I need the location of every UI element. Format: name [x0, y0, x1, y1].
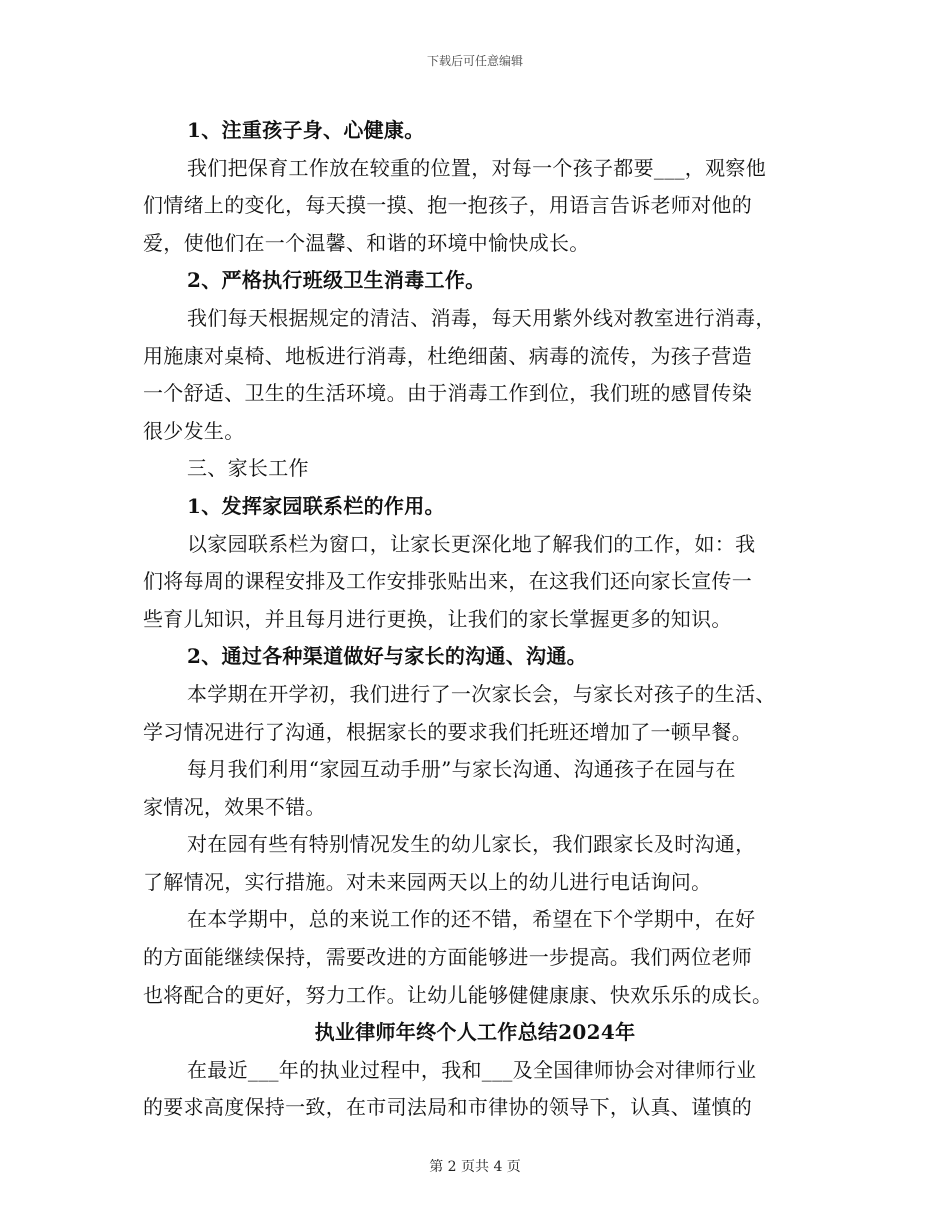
- section-heading: 1、注重孩子身、心健康。: [187, 118, 425, 142]
- text-line: 三、家长工作: [187, 456, 309, 481]
- text-line: 用施康对桌椅、地板进行消毒，杜绝细菌、病毒的流传，为孩子营造: [143, 343, 752, 368]
- section-heading: 执业律师年终个人工作总结2024年: [314, 1020, 636, 1045]
- text-line: 们将每周的课程安排及工作安排张贴出来，在这我们还向家长宣传一: [143, 569, 752, 594]
- text-line: 很少发生。: [143, 418, 245, 443]
- text-line: 的要求高度保持一致，在市司法局和市律协的领导下，认真、谨慎的: [143, 1095, 752, 1120]
- text-line: 学习情况进行了沟通，根据家长的要求我们托班还增加了一顿早餐。: [143, 719, 752, 744]
- text-line: 些育儿知识，并且每月进行更换，让我们的家长掌握更多的知识。: [143, 606, 732, 631]
- text-line: 爱，使他们在一个温馨、和谐的环境中愉快成长。: [143, 230, 590, 255]
- text-line: 我们把保育工作放在较重的位置，对每一个孩子都要___，观察他: [187, 155, 766, 180]
- page-footer: 第 2 页共 4 页: [429, 1159, 521, 1175]
- text-line: 了解情况，实行措施。对未来园两天以上的幼儿进行电话询问。: [143, 869, 712, 894]
- text-line: 们情绪上的变化，每天摸一摸、抱一抱孩子，用语言告诉老师对他的: [143, 193, 752, 218]
- text-line: 本学期在开学初，我们进行了一次家长会，与家长对孩子的生活、: [187, 681, 776, 706]
- text-line: 在本学期中，总的来说工作的还不错，希望在下个学期中，在好: [187, 907, 756, 932]
- text-line: 在最近___年的执业过程中，我和___及全国律师协会对律师行业: [187, 1057, 757, 1082]
- text-line: 每月我们利用“家园互动手册”与家长沟通、沟通孩子在园与在: [187, 757, 736, 782]
- text-line: 我们每天根据规定的清洁、消毒，每天用紫外线对教室进行消毒，: [187, 305, 776, 330]
- document-body: [143, 112, 807, 1127]
- text-line: 以家园联系栏为窗口，让家长更深化地了解我们的工作，如：我: [187, 531, 756, 556]
- page-header: 下载后可任意编辑: [426, 54, 523, 68]
- text-line: 家情况，效果不错。: [143, 794, 326, 819]
- section-heading: 1、发挥家园联系栏的作用。: [187, 493, 445, 518]
- section-heading: 2、通过各种渠道做好与家长的沟通、沟通。: [187, 644, 587, 669]
- text-line: 的方面能继续保持，需要改进的方面能够进一步提高。我们两位老师: [143, 945, 752, 970]
- text-line: 对在园有些有特别情况发生的幼儿家长，我们跟家长及时沟通，: [187, 832, 756, 857]
- section-heading: 2、严格执行班级卫生消毒工作。: [187, 268, 486, 293]
- text-line: 也将配合的更好，努力工作。让幼儿能够健健康康、快欢乐乐的成长。: [143, 982, 773, 1007]
- text-line: 一个舒适、卫生的生活环境。由于消毒工作到位，我们班的感冒传染: [143, 381, 752, 406]
